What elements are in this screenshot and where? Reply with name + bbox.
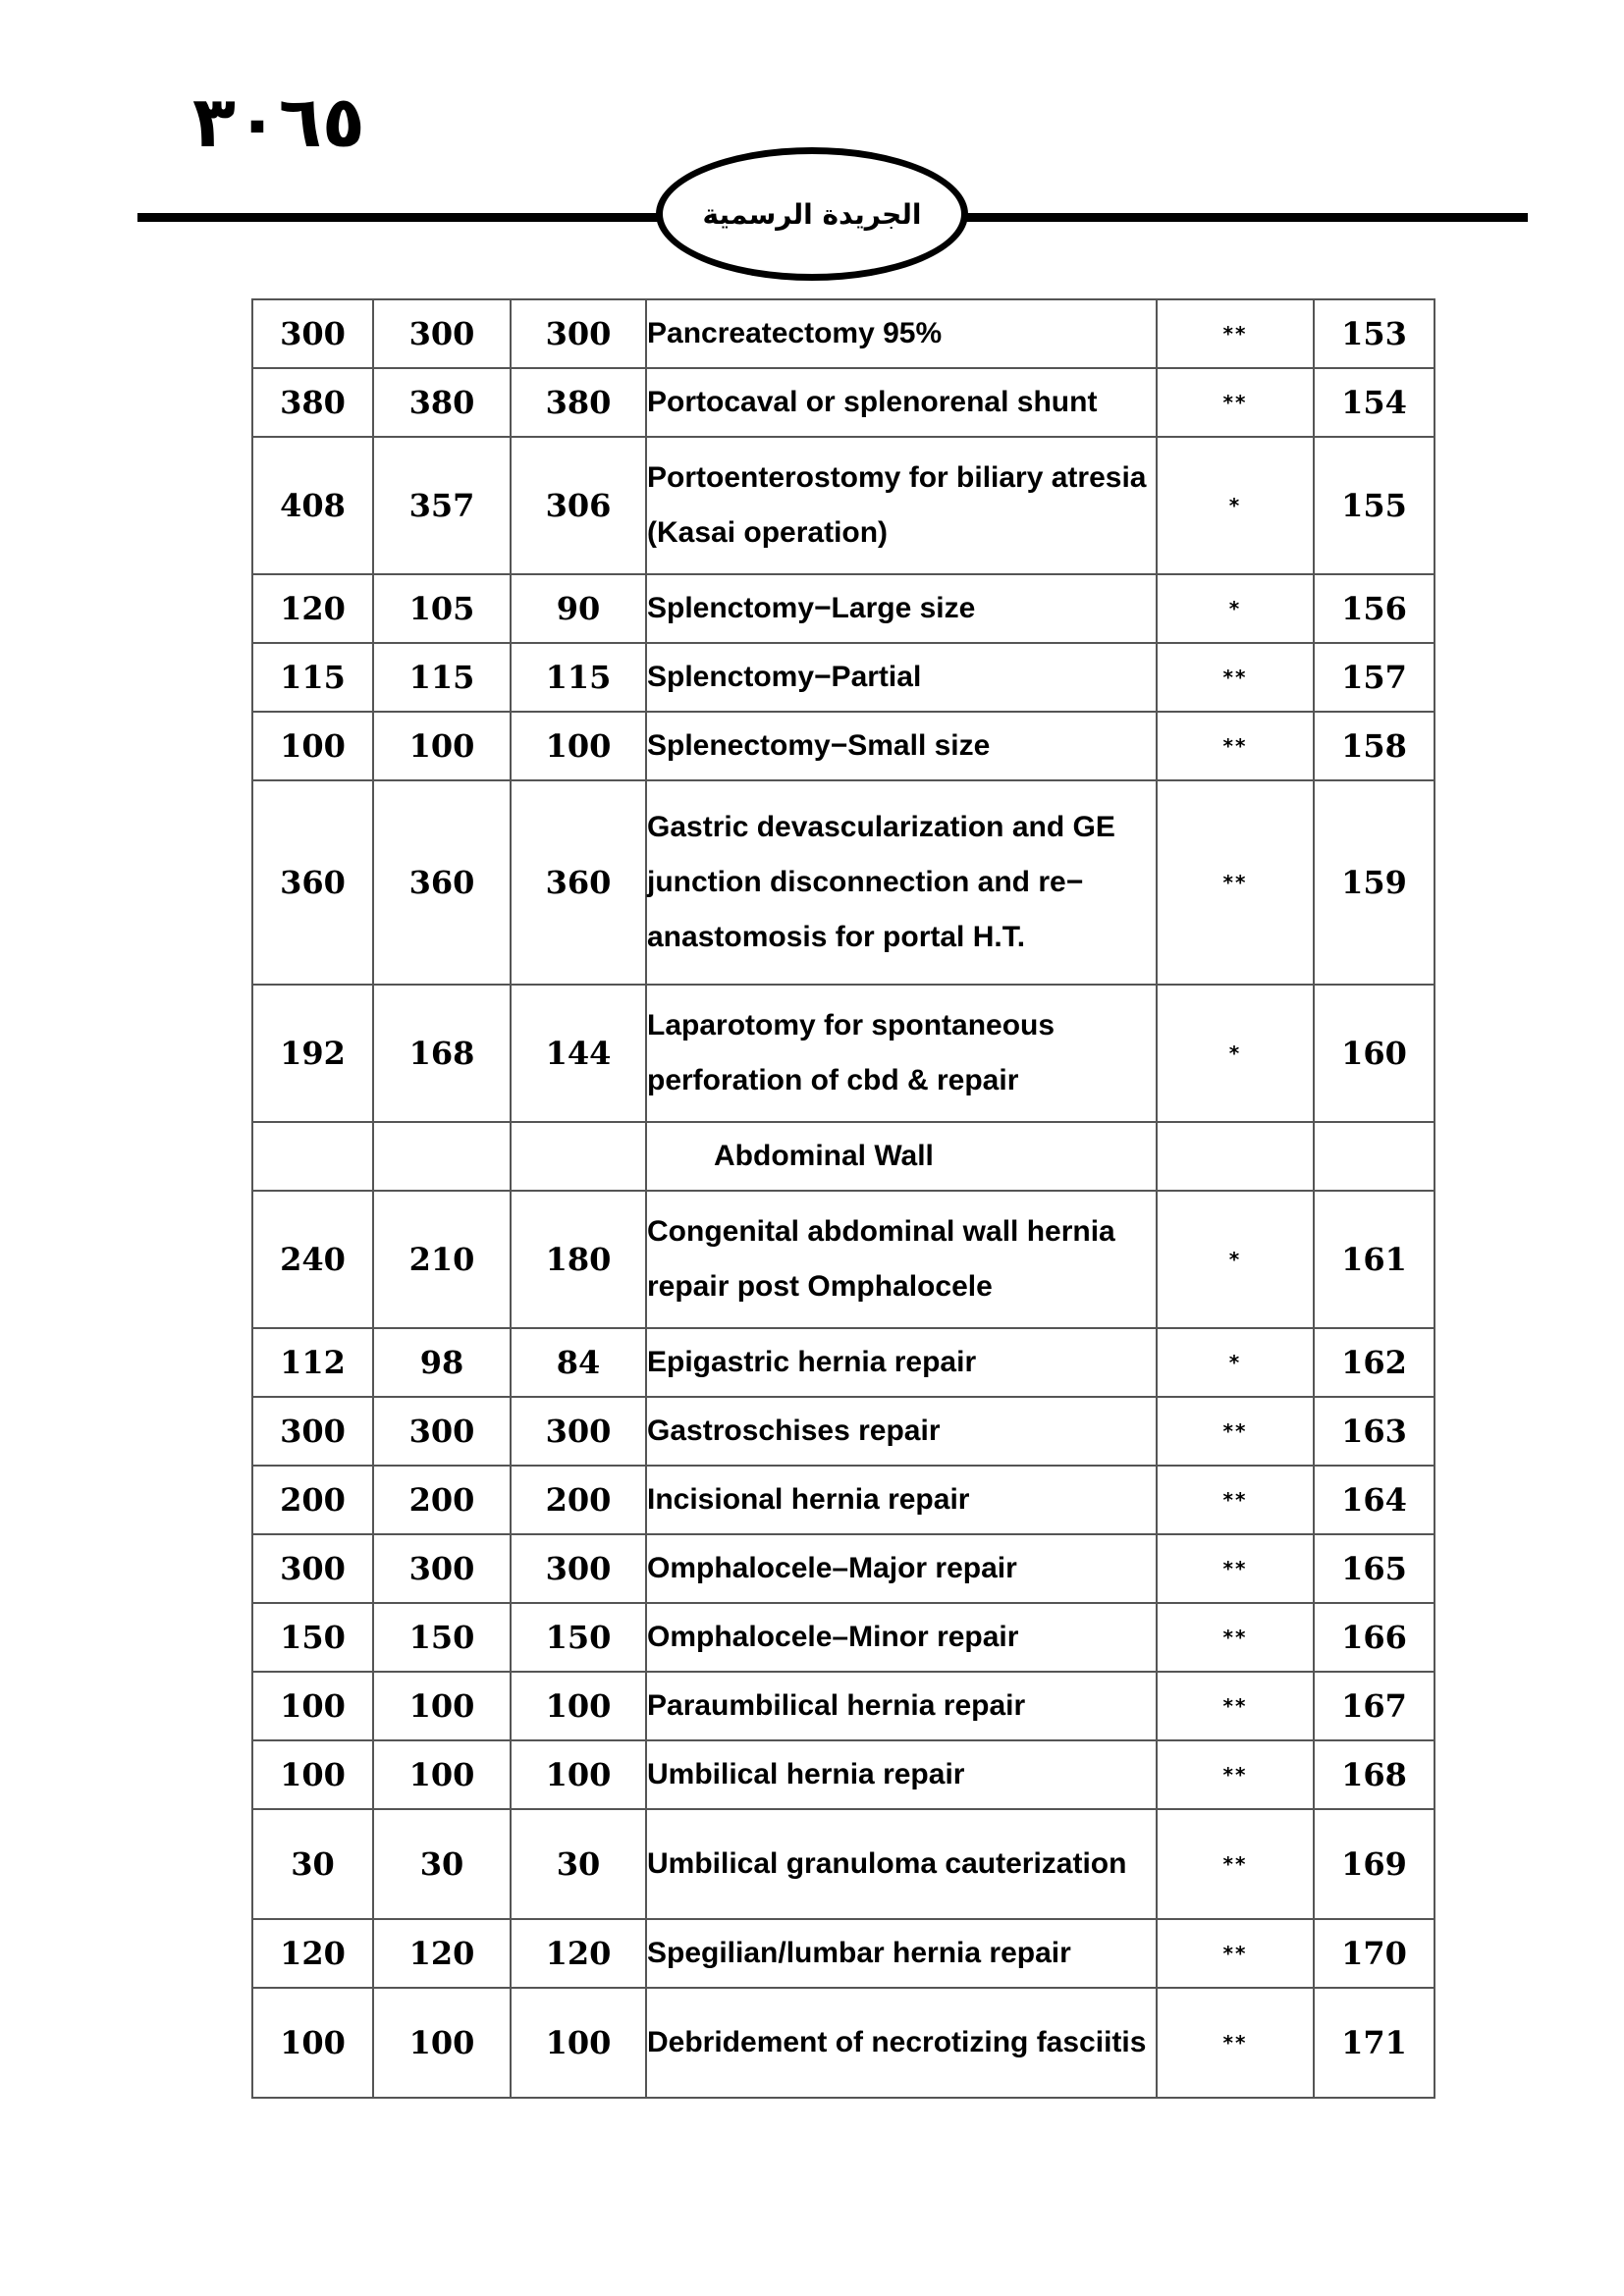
procedure-code: 165 [1314,1534,1435,1603]
asterisk-mark: ** [1157,299,1314,368]
table-row [252,368,1435,437]
fee-cell-col2: 105 [373,574,511,643]
fee-cell-col2: 100 [373,1988,511,2098]
fee-cell-col2: 30 [373,1809,511,1919]
fee-cell-col3: 115 [511,643,646,712]
fee-cell-col1: 360 [252,780,373,985]
fee-cell-col3: 300 [511,299,646,368]
fee-cell-col1: 100 [252,1740,373,1809]
procedure-description: Portoenterostomy for biliary atresia (Kasai operation) [646,437,1157,574]
fee-cell-col3: 300 [511,1534,646,1603]
procedure-description: Umbilical granuloma cauterization [646,1809,1157,1919]
table-row [252,1603,1435,1672]
asterisk-mark: ** [1157,1603,1314,1672]
fee-cell-col3: 200 [511,1466,646,1534]
fee-cell-col2: 100 [373,1740,511,1809]
table-row [252,574,1435,643]
asterisk-mark: * [1157,1191,1314,1328]
fee-cell-col2: 300 [373,1534,511,1603]
fee-cell-col3 [511,1122,646,1191]
asterisk-mark: ** [1157,1740,1314,1809]
fee-cell-col1: 100 [252,712,373,780]
procedure-description: Congenital abdominal wall hernia repair post Omphalocele [646,1191,1157,1328]
fee-cell-col2: 380 [373,368,511,437]
procedure-code: 160 [1314,985,1435,1122]
fee-cell-col2: 300 [373,299,511,368]
asterisk-mark: ** [1157,1988,1314,2098]
procedure-code: 170 [1314,1919,1435,1988]
procedure-code: 156 [1314,574,1435,643]
asterisk-mark: ** [1157,1397,1314,1466]
gazette-title: الجريدة الرسمية [702,197,922,231]
asterisk-mark: ** [1157,368,1314,437]
table-row [252,780,1435,985]
asterisk-mark: ** [1157,712,1314,780]
procedure-description: Pancreatectomy 95% [646,299,1157,368]
fee-cell-col1: 112 [252,1328,373,1397]
fee-cell-col2: 357 [373,437,511,574]
fee-cell-col1: 120 [252,574,373,643]
procedure-code: 163 [1314,1397,1435,1466]
procedure-description: Gastric devascularization and GE junction disconnection and re− anastomosis for portal H.T. [646,780,1157,985]
fee-cell-col1: 300 [252,1397,373,1466]
procedure-description: Omphalocele–Major repair [646,1534,1157,1603]
asterisk-mark: ** [1157,1919,1314,1988]
procedure-description: Debridement of necrotizing fasciitis [646,1988,1157,2098]
fee-cell-col3: 306 [511,437,646,574]
fee-cell-col2: 100 [373,1672,511,1740]
procedure-code: 157 [1314,643,1435,712]
fee-cell-col1: 192 [252,985,373,1122]
fee-cell-col3: 300 [511,1397,646,1466]
table-row [252,437,1435,574]
table-row [252,1919,1435,1988]
table-row [252,299,1435,368]
asterisk-mark [1157,1122,1314,1191]
fee-cell-col3: 84 [511,1328,646,1397]
table-row [252,1191,1435,1328]
fee-cell-col2: 115 [373,643,511,712]
fee-cell-col2: 100 [373,712,511,780]
table-row [252,1534,1435,1603]
procedure-description: Epigastric hernia repair [646,1328,1157,1397]
fee-cell-col1: 300 [252,1534,373,1603]
fee-cell-col1: 300 [252,299,373,368]
procedure-description: Spegilian/lumbar hernia repair [646,1919,1157,1988]
asterisk-mark: ** [1157,1672,1314,1740]
fee-cell-col1: 100 [252,1672,373,1740]
procedure-description: Laparotomy for spontaneous perforation of cbd & repair [646,985,1157,1122]
procedure-code: 158 [1314,712,1435,780]
procedure-code: 155 [1314,437,1435,574]
fee-cell-col3: 120 [511,1919,646,1988]
fee-cell-col3: 100 [511,1672,646,1740]
procedure-description: Portocaval or splenorenal shunt [646,368,1157,437]
table-row [252,1397,1435,1466]
fee-cell-col3: 380 [511,368,646,437]
asterisk-mark: ** [1157,1466,1314,1534]
procedure-description: Omphalocele–Minor repair [646,1603,1157,1672]
procedure-description: Paraumbilical hernia repair [646,1672,1157,1740]
procedure-code: 153 [1314,299,1435,368]
procedure-description: Gastroschises repair [646,1397,1157,1466]
fee-cell-col2: 300 [373,1397,511,1466]
procedure-code: 167 [1314,1672,1435,1740]
asterisk-mark: ** [1157,643,1314,712]
asterisk-mark: * [1157,574,1314,643]
table-row [252,1740,1435,1809]
fee-cell-col3: 180 [511,1191,646,1328]
asterisk-mark: ** [1157,1534,1314,1603]
procedure-description: Incisional hernia repair [646,1466,1157,1534]
fee-cell-col3: 100 [511,712,646,780]
procedure-code: 169 [1314,1809,1435,1919]
table-row [252,1988,1435,2098]
fee-cell-col1: 408 [252,437,373,574]
fee-cell-col3: 100 [511,1988,646,2098]
fee-cell-col3: 360 [511,780,646,985]
fee-cell-col3: 100 [511,1740,646,1809]
fee-cell-col1: 120 [252,1919,373,1988]
fee-cell-col1: 100 [252,1988,373,2098]
procedure-code: 159 [1314,780,1435,985]
asterisk-mark: * [1157,437,1314,574]
procedure-description: Abdominal Wall [646,1122,1157,1191]
fee-cell-col1: 200 [252,1466,373,1534]
fee-cell-col2: 200 [373,1466,511,1534]
asterisk-mark: * [1157,985,1314,1122]
section-header-row [252,1122,1435,1191]
table-row [252,1466,1435,1534]
procedure-code: 161 [1314,1191,1435,1328]
fee-cell-col3: 144 [511,985,646,1122]
procedure-code [1314,1122,1435,1191]
gazette-header-oval [656,147,968,281]
fee-cell-col2 [373,1122,511,1191]
procedure-description: Umbilical hernia repair [646,1740,1157,1809]
procedure-code: 168 [1314,1740,1435,1809]
fee-cell-col2: 210 [373,1191,511,1328]
fee-table [251,298,1435,2099]
fee-cell-col3: 90 [511,574,646,643]
fee-cell-col2: 120 [373,1919,511,1988]
page-number: ٣٠٦٥ [192,80,365,163]
table-row [252,1809,1435,1919]
fee-cell-col1: 150 [252,1603,373,1672]
fee-cell-col1 [252,1122,373,1191]
procedure-code: 171 [1314,1988,1435,2098]
fee-cell-col3: 30 [511,1809,646,1919]
fee-cell-col2: 150 [373,1603,511,1672]
fee-cell-col3: 150 [511,1603,646,1672]
procedure-code: 166 [1314,1603,1435,1672]
fee-cell-col2: 168 [373,985,511,1122]
table-row [252,1672,1435,1740]
procedure-description: Splenectomy−Small size [646,712,1157,780]
procedure-code: 164 [1314,1466,1435,1534]
fee-cell-col1: 115 [252,643,373,712]
fee-cell-col2: 360 [373,780,511,985]
fee-table-body [252,299,1435,2098]
procedure-code: 154 [1314,368,1435,437]
asterisk-mark: ** [1157,1809,1314,1919]
procedure-description: Splenctomy−Partial [646,643,1157,712]
table-row [252,712,1435,780]
fee-cell-col1: 380 [252,368,373,437]
fee-cell-col1: 30 [252,1809,373,1919]
table-row [252,1328,1435,1397]
fee-cell-col1: 240 [252,1191,373,1328]
procedure-code: 162 [1314,1328,1435,1397]
table-row [252,643,1435,712]
asterisk-mark: * [1157,1328,1314,1397]
fee-cell-col2: 98 [373,1328,511,1397]
asterisk-mark: ** [1157,780,1314,985]
procedure-description: Splenctomy−Large size [646,574,1157,643]
table-row [252,985,1435,1122]
